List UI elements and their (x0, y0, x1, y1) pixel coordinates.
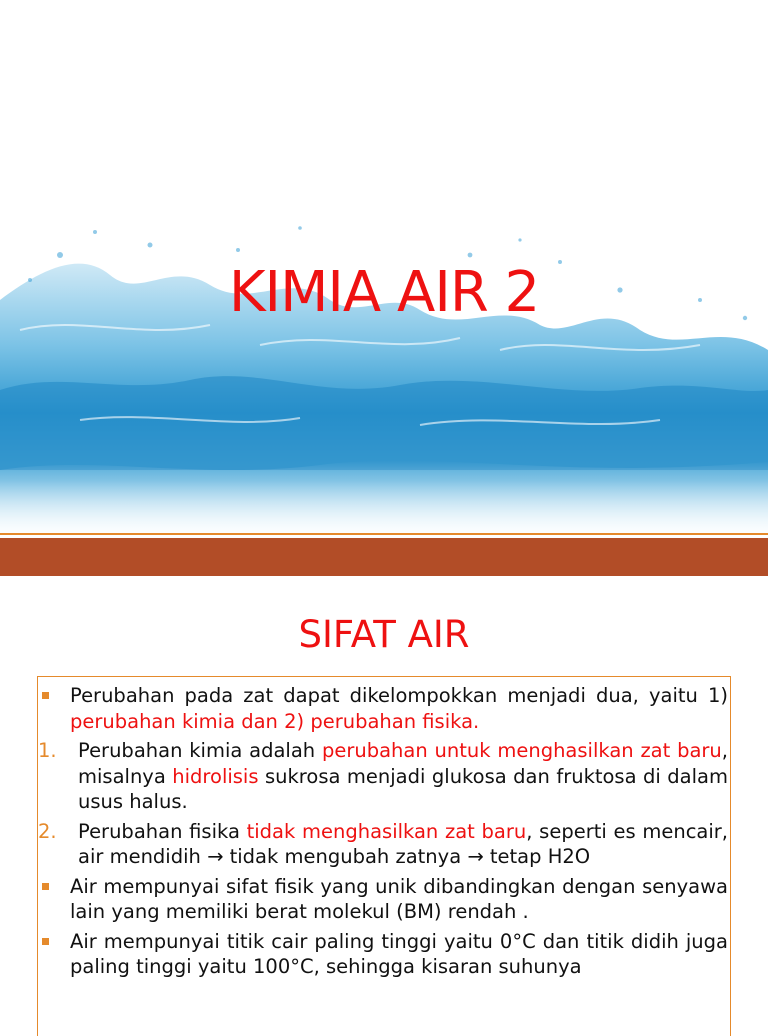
bullet-square-icon (42, 938, 49, 945)
list-item: Air mempunyai titik cair paling tinggi yaitu 0°C dan titik didih juga paling tinggi yaitu 100°C, sehingga kisaran suhunya (38, 929, 728, 980)
bullet-square-icon (42, 883, 49, 890)
list-item: Perubahan pada zat dapat dikelompokkan menjadi dua, yaitu 1) perubahan kimia dan 2) perubahan fisika. (38, 683, 728, 734)
slide-heading: SIFAT AIR (298, 613, 470, 656)
slide-title: KIMIA AIR 2 (228, 260, 540, 325)
content-slide (0, 576, 768, 1024)
bullet-list (38, 683, 728, 984)
list-item: Air mempunyai sifat fisik yang unik dibandingkan dengan senyawa lain yang memiliki berat molekul (BM) rendah . (38, 874, 728, 925)
list-number: 1. (38, 739, 57, 762)
list-number: 2. (38, 819, 57, 843)
content-box (37, 676, 731, 1036)
footer-bar (0, 538, 768, 576)
list-item: 1. Perubahan kimia adalah perubahan untuk menghasilkan zat baru, misalnya hidrolisis sukrosa menjadi glukosa dan fruktosa di dalam usus halus. (38, 739, 728, 813)
list-item: 2. Perubahan fisika tidak menghasilkan zat baru, seperti es mencair, air mendidih → tidak mengubah zatnya → tetap H2O (38, 819, 728, 868)
accent-line (0, 533, 768, 535)
bullet-square-icon (42, 692, 49, 699)
